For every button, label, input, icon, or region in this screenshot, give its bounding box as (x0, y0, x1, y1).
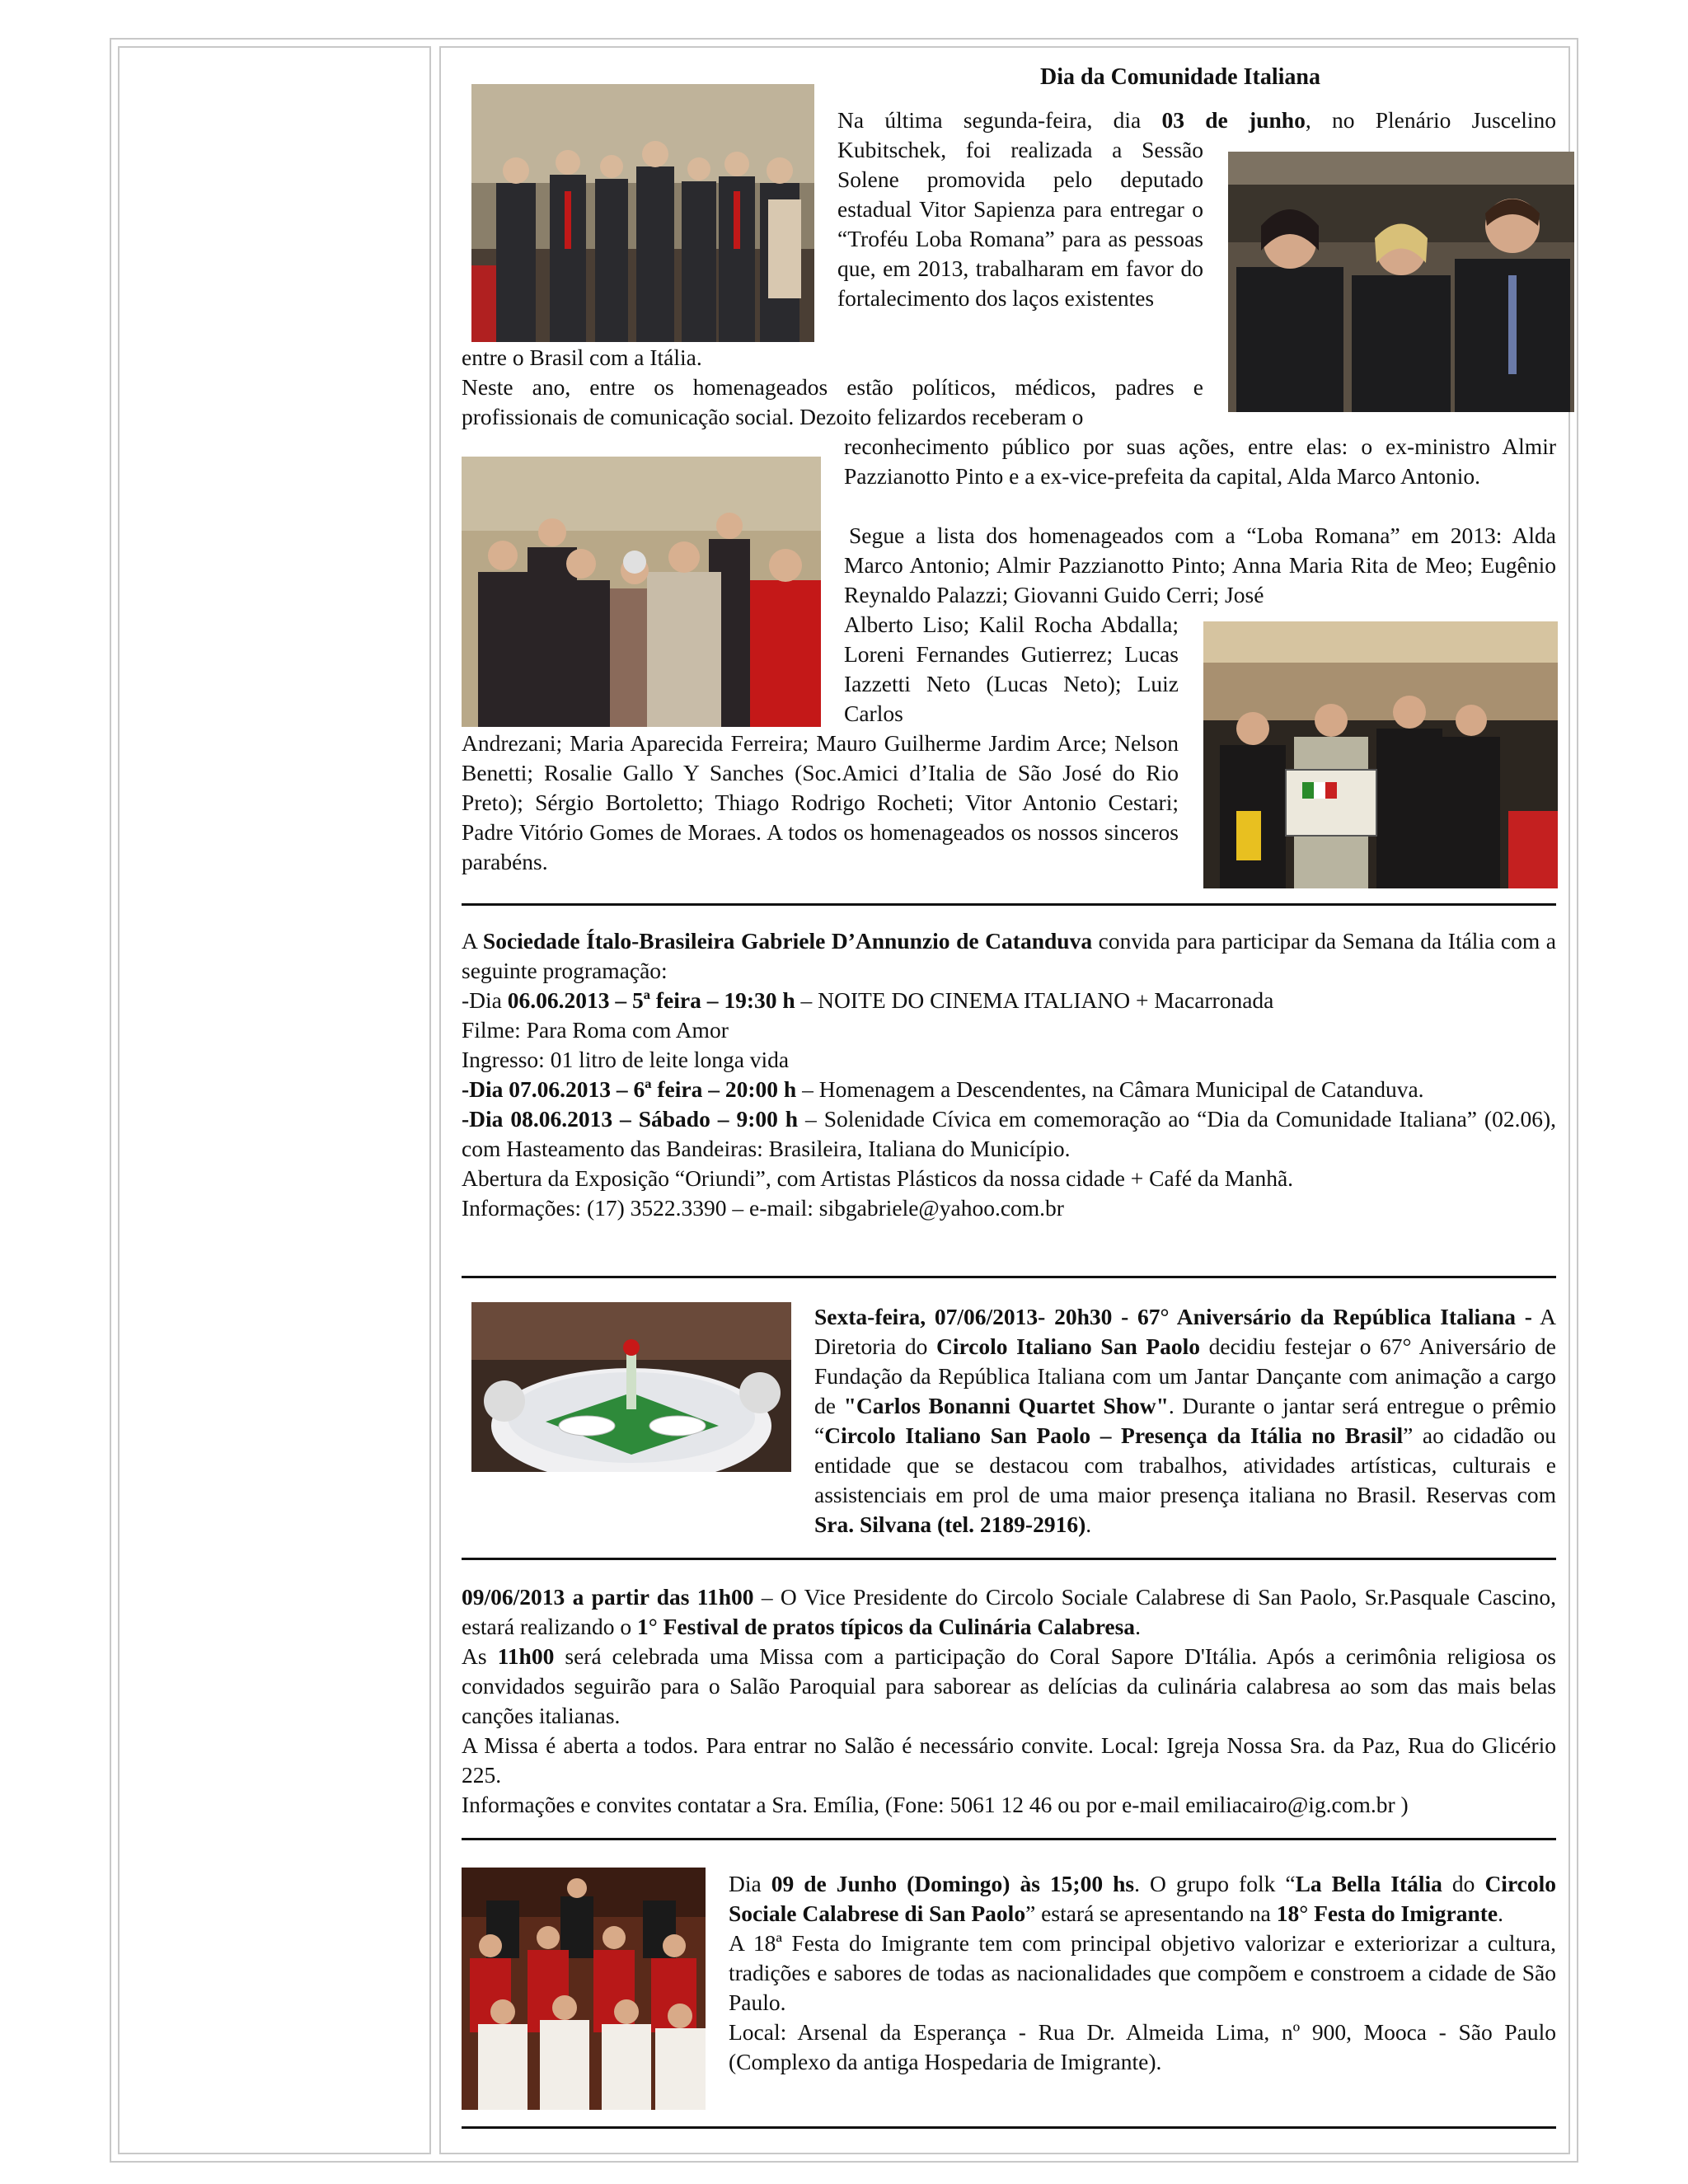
article1-p2-cont: reconhecimento público por suas ações, entre elas: o ex-ministro Almir Pazzianotto Pinto e a ex-vice-prefeita da capital, Alda Marco Antonio. (844, 434, 1556, 489)
divider (462, 1838, 1556, 1840)
divider (462, 2126, 1556, 2129)
photo-group-ceremony (471, 84, 814, 342)
photo-folk-group (462, 1868, 706, 2110)
left-column (118, 46, 431, 2154)
photo-honorees-group (462, 457, 821, 727)
article3-head: Sexta-feira, 07/06/2013- 20h30 - 67° Aniversário da República Italiana - A Diretoria do Circolo Italiano San Paolo decidiu festejar o 67° Aniversário de Fundação da República Italiana com um Jantar Dançante com animação a cargo de "Carlos Bonanni Quartet Show". Durante o jantar será entregue o prêmio “Circolo Italiano San Paolo – Presença da Itália no Brasil” ao cidadão ou entidade que se destacou com trabalhos, atividades artísticas, culturais e assistenciais em prol de uma maior presença italiana no Brasil. Reservas com Sra. Silvana (tel. 2189-2916). (814, 1304, 1557, 1537)
photo-certificate-award (1203, 621, 1558, 888)
photo-dinner-table (471, 1302, 791, 1472)
article5-block: Dia 09 de Junho (Domingo) às 15;00 hs. O grupo folk “La Bella Itália do Circolo Sociale Calabrese di San Paolo” estará se apresentando na 18° Festa do Imigrante. A 18ª Festa do Imigrante tem com principal objetivo valorizar e exteriorizar a cultura, tradições e sabores de todas as nacionalidades que compõem e constroem a cidade de São Paulo. Local: Arsenal da Esperança - Rua Dr. Almeida Lima, nº 900, Mooca - São Paulo (Complexo da antiga Hospedaria de Imigrante). (729, 1871, 1556, 2074)
article1-p3-list: Segue a lista dos homenageados com a “Loba Romana” em 2013: Alda Marco Antonio; Almir Pazzianotto Pinto; Anna Maria Rita de Meo; Eugênio Reynaldo Palazzi; Giovanni Guido Cerri; José (844, 523, 1556, 607)
article1-p3-list-narrow: Alberto Liso; Kalil Rocha Abdalla; Loreni Fernandes Gutierrez; Lucas Iazzetti Neto (Lucas Neto); Luiz Carlos (844, 612, 1179, 726)
article4-block: 09/06/2013 a partir das 11h00 – O Vice Presidente do Circolo Sociale Calabrese di San Paolo, Sr.Pasquale Cascino, estará realizando o 1° Festival de pratos típicos da Culinária Calabresa. As 11h00 será celebrada uma Missa com a participação do Coral Sapore D'Itália. Após a cerimônia religiosa os convidados seguirão para o Salão Paroquial para saborear as delícias da culinária calabresa ao som das mais belas canções italianas. A Missa é aberta a todos. Para entrar no Salão é necessário convite. Local: Igreja Nossa Sra. da Paz, Rua do Glicério 225. Informações e convites contatar a Sra. Emília, (Fone: 5061 12 46 ou por e-mail emiliacairo@ig.com.br ) (462, 1582, 1556, 1820)
article4-contact: Informações e convites contatar a Sra. Emília, (Fone: 5061 12 46 ou por e-mail emiliacairo@ig.com.br ) (462, 1792, 1409, 1817)
divider (462, 903, 1556, 906)
article2-block: A Sociedade Ítalo-Brasileira Gabriele D’Annunzio de Catanduva convida para participar da Semana da Itália com a seguinte programação: -Dia 06.06.2013 – 5ª feira – 19:30 h – NOITE DO CINEMA ITALIANO + Macarronada Filme: Para Roma com Amor Ingresso: 01 litro de leite longa vida -Dia 07.06.2013 – 6ª feira – 20:00 h – Homenagem a Descendentes, na Câmara Municipal de Catanduva. -Dia 08.06.2013 – Sábado – 9:00 h – Solenidade Cívica em comemoração ao “Dia da Comunidade Italiana” (02.06), com Hasteamento das Bandeiras: Brasileira, Italiana do Município. Abertura da Exposição “Oriundi”, com Artistas Plásticos da nossa cidade + Café da Manhã. Informações: (17) 3522.3390 – e-mail: sibgabriele@yahoo.com.br (462, 926, 1556, 1223)
article1-p1-end: entre o Brasil com a Itália. (462, 344, 702, 370)
article1-p3-end: Andrezani; Maria Aparecida Ferreira; Mauro Guilherme Jardim Arce; Nelson Benetti; Rosalie Gallo Y Sanches (Soc.Amici d’Italia de São José do Rio Preto); Sérgio Bortoletto; Thiago Rodrigo Rocheti; Vitor Antonio Cestari; Padre Vitório Gomes de Moraes. A todos os homenageados os nossos sinceros parabéns. (462, 730, 1179, 874)
divider (462, 1558, 1556, 1560)
article1-p1-line1: Na última segunda-feira, dia 03 de junho, no Plenário Juscelino (837, 107, 1556, 133)
divider (462, 1276, 1556, 1278)
article-title: Dia da Comunidade Italiana (1040, 64, 1320, 90)
article1-p1-body: Kubitschek, foi realizada a Sessão Solene promovida pelo deputado estadual Vitor Sapienza para entregar o “Troféu Loba Romana” para as pessoas que, em 2013, trabalharam em favor do fortalecimento dos laços existentes (837, 137, 1203, 311)
article1-p2-start: Neste ano, entre os homenageados estão políticos, médicos, padres e profissionais de comunicação social. Dezoito felizardos receberam o (462, 374, 1203, 429)
photo-three-people (1228, 152, 1574, 412)
article2-contact: Informações: (17) 3522.3390 – e-mail: sibgabriele@yahoo.com.br (462, 1195, 1064, 1221)
